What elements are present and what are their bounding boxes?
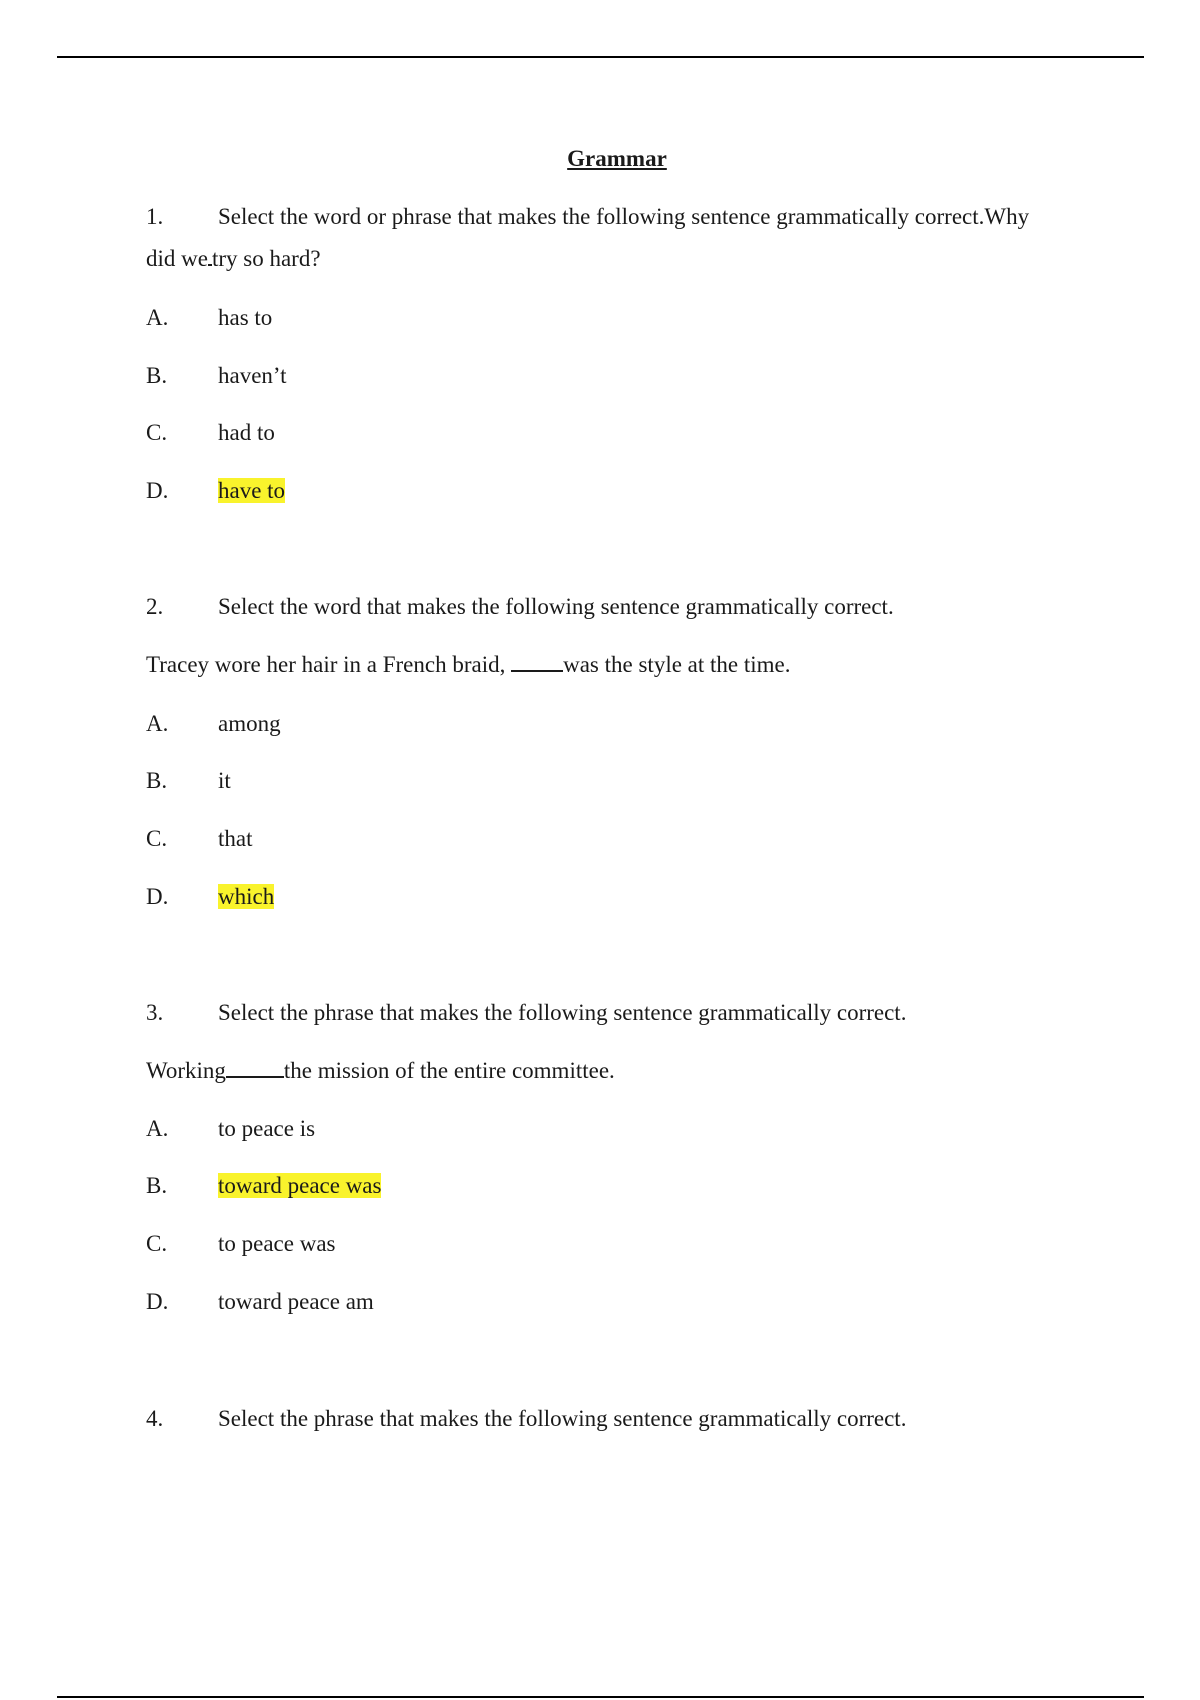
question-1-prompt-continued bbox=[146, 244, 321, 274]
question-number: 2. bbox=[146, 594, 164, 619]
option-text: that bbox=[218, 826, 253, 851]
answer-blank bbox=[511, 650, 563, 672]
option-text: to peace is bbox=[218, 1116, 316, 1141]
question-1-prompt bbox=[146, 202, 1029, 232]
option-text: haven’t bbox=[218, 363, 287, 388]
option-2c[interactable] bbox=[146, 824, 253, 854]
option-text: toward peace am bbox=[218, 1289, 374, 1314]
highlighted-answer: toward peace was bbox=[218, 1173, 382, 1198]
question-3-prompt bbox=[146, 998, 906, 1028]
option-text: had to bbox=[218, 420, 275, 445]
sentence-text: Tracey wore her hair in a French braid, bbox=[146, 652, 512, 677]
answer-blank bbox=[226, 1056, 284, 1078]
question-number: 3. bbox=[146, 1000, 164, 1025]
option-3b[interactable] bbox=[146, 1171, 381, 1201]
question-number: 1. bbox=[146, 204, 164, 229]
option-3d[interactable] bbox=[146, 1287, 374, 1317]
question-number: 4. bbox=[146, 1406, 164, 1431]
option-1d[interactable] bbox=[146, 476, 285, 506]
option-letter: B. bbox=[146, 1173, 168, 1198]
option-letter: C. bbox=[146, 1231, 168, 1256]
question-3-sentence bbox=[146, 1056, 615, 1086]
highlighted-answer: which bbox=[218, 884, 275, 909]
option-3c[interactable] bbox=[146, 1229, 336, 1259]
option-letter: D. bbox=[146, 1289, 169, 1314]
option-letter: C. bbox=[146, 420, 168, 445]
question-text: Select the phrase that makes the following sentence grammatically correct. bbox=[218, 1406, 907, 1431]
option-2d[interactable] bbox=[146, 882, 274, 912]
question-text: Select the word or phrase that makes the following sentence grammatically correct.Why bbox=[218, 204, 1030, 229]
option-text: it bbox=[218, 768, 231, 793]
sentence-text: the mission of the entire committee. bbox=[283, 1058, 615, 1083]
question-text: Select the word that makes the following sentence grammatically correct. bbox=[218, 594, 894, 619]
option-3a[interactable] bbox=[146, 1114, 315, 1144]
option-letter: C. bbox=[146, 826, 168, 851]
question-text: did we bbox=[146, 246, 208, 271]
option-text: among bbox=[218, 711, 281, 736]
question-2-prompt bbox=[146, 592, 894, 622]
option-text: has to bbox=[218, 305, 273, 330]
bottom-rule bbox=[57, 1696, 1144, 1698]
question-text: Select the phrase that makes the following sentence grammatically correct. bbox=[218, 1000, 907, 1025]
option-2a[interactable] bbox=[146, 709, 281, 739]
option-letter: A. bbox=[146, 1116, 169, 1141]
option-letter: B. bbox=[146, 768, 168, 793]
question-2-sentence bbox=[146, 650, 791, 680]
top-rule bbox=[57, 56, 1144, 58]
option-letter: A. bbox=[146, 305, 169, 330]
page-title: Grammar bbox=[567, 146, 667, 171]
sentence-text: was the style at the time. bbox=[563, 652, 791, 677]
option-letter: A. bbox=[146, 711, 169, 736]
question-text: try so hard? bbox=[211, 246, 321, 271]
option-letter: D. bbox=[146, 884, 169, 909]
option-letter: B. bbox=[146, 363, 168, 388]
option-2b[interactable] bbox=[146, 766, 231, 796]
option-text: to peace was bbox=[218, 1231, 336, 1256]
option-1b[interactable] bbox=[146, 361, 287, 391]
highlighted-answer: have to bbox=[218, 478, 286, 503]
sentence-text: Working bbox=[146, 1058, 226, 1083]
option-1a[interactable] bbox=[146, 303, 272, 333]
option-1c[interactable] bbox=[146, 418, 275, 448]
question-4-prompt bbox=[146, 1404, 906, 1434]
option-letter: D. bbox=[146, 478, 169, 503]
